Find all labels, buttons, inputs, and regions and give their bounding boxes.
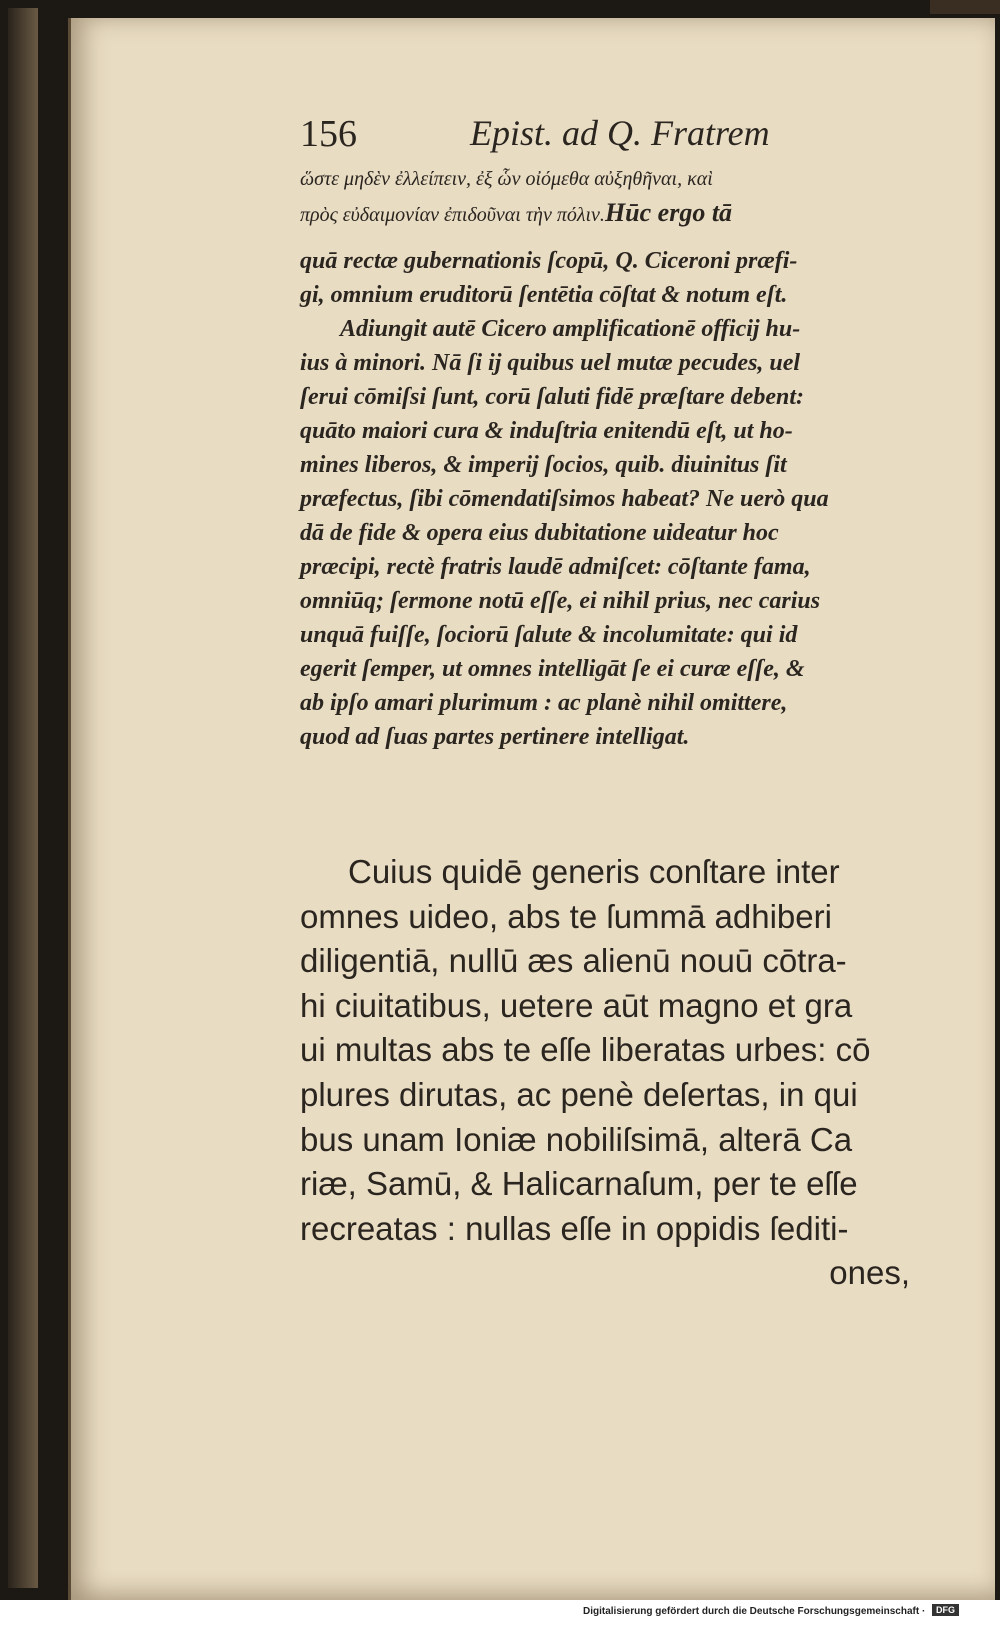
commentary-line: quod ad ſuas partes pertinere intelligat. [300,724,690,750]
main-text-paragraph [300,850,940,1296]
page-corner-dark [930,0,1000,14]
main-text-line: diligentiā, nullū æs alienū nouū cōtra- [300,942,847,980]
greek-line: πρὸς εὐδαιμονίαν ἐπιδοῦναι τὴν πόλιν.Hūc ergo tā [300,198,733,227]
commentary-line: Adiungit autē Cicero amplificationē officij hu- [340,316,801,342]
commentary-line: quā rectæ gubernationis ſcopū, Q. Ciceroni præfi- [300,248,798,274]
catchword: ones, [829,1254,910,1292]
commentary-line: ſerui cōmiſsi ſunt, corū ſaluti fidē præſtare debent: [300,384,804,410]
main-text-line: ui multas abs te eſſe liberatas urbes: cō [300,1031,871,1069]
commentary-line: omniūq; ſermone notū eſſe, ei nihil prius, nec carius [300,588,821,614]
commentary-paragraph [300,244,940,754]
commentary-line: quāto maiori cura & induſtria enitendū eſt, ut ho- [300,418,793,444]
greek-line: ὥστε μηδὲν ἐλλείπειν, ἐξ ὧν οἰόμεθα αὐξηθῆναι, καὶ [300,168,713,190]
main-text-line: bus unam Ioniæ nobiliſsimā, alterā Ca [300,1120,853,1158]
running-head: Epist. ad Q. Fratrem [470,113,770,153]
commentary-line: egerit ſemper, ut omnes intelligāt ſe ei curæ eſſe, & [300,656,805,682]
greek-quotation [300,162,940,232]
digitization-credit: Digitalisierung gefördert durch die Deutsche Forschungsgemeinschaft · [583,1606,926,1617]
book-spine-edge [8,8,38,1588]
commentary-line: gi, omnium eruditorū ſentētia cōſtat & notum eſt. [300,282,788,308]
commentary-line: ab ipſo amari plurimum : ac planè nihil omittere, [300,690,788,716]
main-text-line: plures dirutas, ac penè deſertas, in qui [300,1075,858,1113]
commentary-line: unquā fuiſſe, ſociorū ſalute & incolumitate: qui id [300,622,798,648]
commentary-line: præcipi, rectè fratris laudē admiſcet: cōſtante fama, [300,554,811,580]
commentary-line: mines liberos, & imperij ſocios, quib. diuinitus ſit [300,452,787,478]
main-text-line: omnes uideo, abs te ſummā adhiberi [300,897,832,935]
commentary-line: præfectus, ſibi cōmendatiſsimos habeat? Ne uerò qua [300,486,829,512]
dfg-logo: DFG [932,1604,959,1616]
main-text-line: hi ciuitatibus, uetere aūt magno et gra [300,986,853,1024]
commentary-line: dā de fide & opera eius dubitatione uideatur hoc [300,520,779,546]
main-text-line: recreatas : nullas eſſe in oppidis ſediti- [300,1209,849,1247]
commentary-start: Hūc ergo tā [604,198,733,227]
page-number: 156 [300,113,357,155]
commentary-line: ius à minori. Nā ſi ij quibus uel mutæ pecudes, uel [300,350,801,376]
main-text-line: Cuius quidē generis conſtare inter [348,853,840,890]
main-text-line: riæ, Samū, & Halicarnaſum, per te eſſe [300,1165,858,1203]
